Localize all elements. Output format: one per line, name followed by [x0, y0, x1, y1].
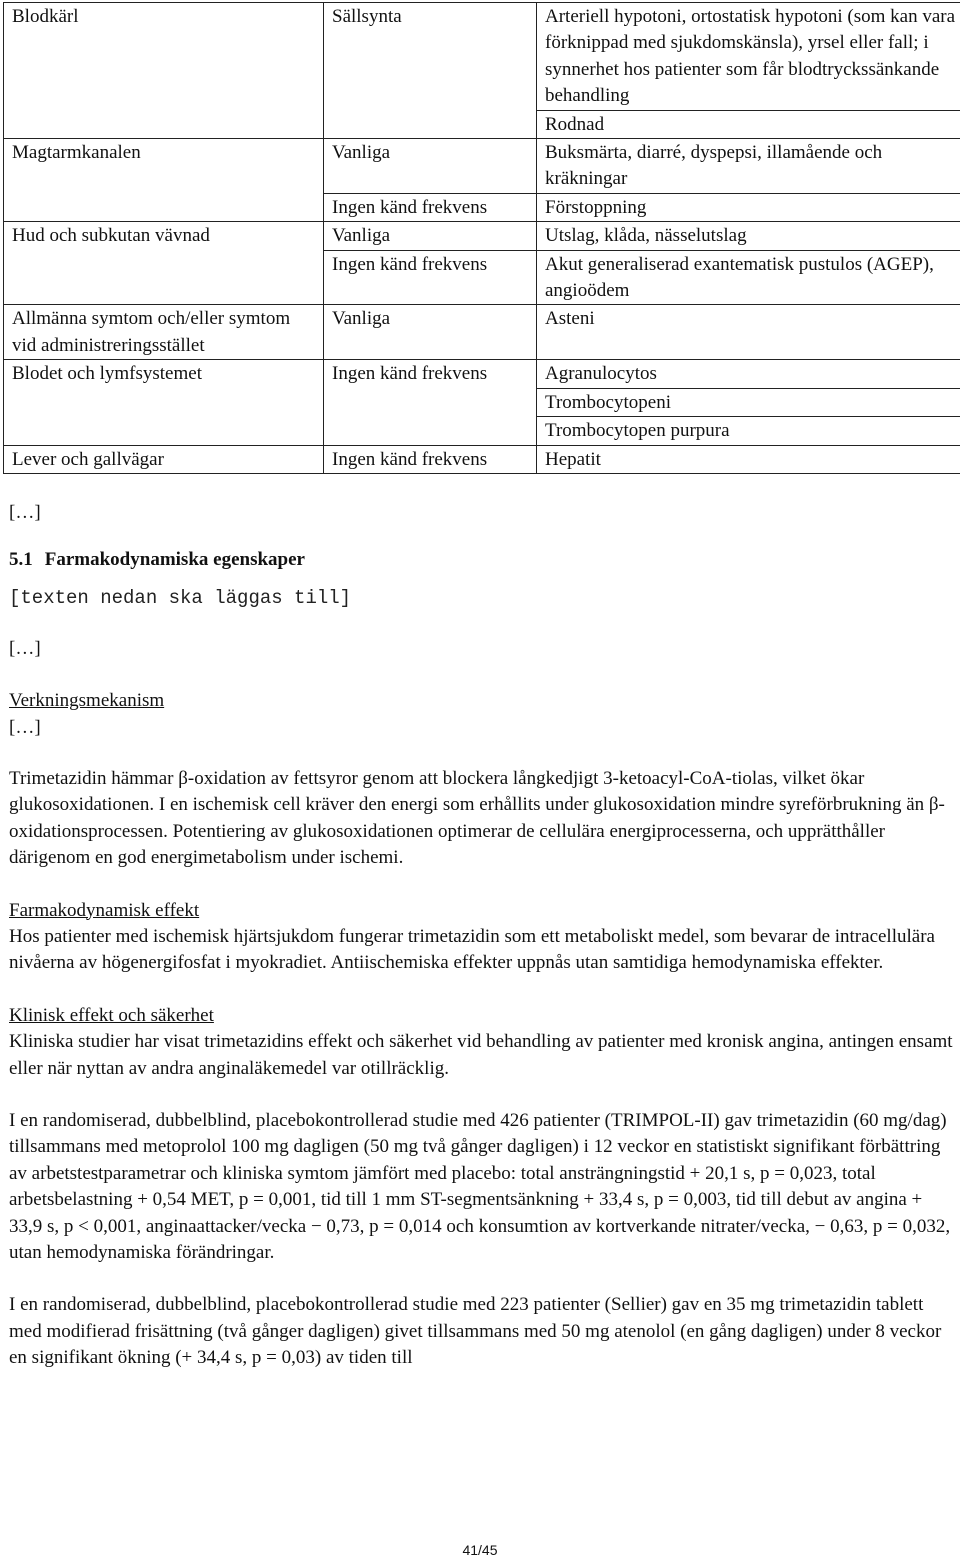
effect-cell: Arteriell hypotoni, ortostatisk hypotoni (som kan vara förknippad med sjukdomskänsla), yrsel eller fall; i synnerhet hos patienter som får blodtryckssänkande behandling	[537, 3, 960, 111]
study-paragraph: I en randomiserad, dubbelblind, placebokontrollerad studie med 223 patienter (Sellier) gav en 35 mg trimetazidin tablett med modifierad frisättning (två gånger dagligen) givet tillsammans med 50 mg atenolol (en gång dagligen) under 8 veckor en signifikant ökning (+ 34,4 s, p = 0,03) av tiden till	[9, 1294, 942, 1369]
effect-cell: Utslag, klåda, nässelutslag	[537, 222, 960, 250]
frequency-cell: Sällsynta	[324, 3, 537, 111]
frequency-cell: Vanliga	[324, 222, 537, 250]
clinical-heading: Klinisk effekt och säkerhet	[9, 1004, 214, 1026]
organ-cell: Lever och gallvägar	[4, 445, 324, 473]
effect-cell: Trombocytopen purpura	[537, 417, 960, 445]
frequency-cell: Ingen känd frekvens	[324, 445, 537, 473]
organ-cell	[4, 250, 324, 305]
document-page	[9, 2, 954, 1372]
effect-cell: Trombocytopeni	[537, 388, 960, 416]
effect-cell: Buksmärta, diarré, dyspepsi, illamående och kräkningar	[537, 139, 960, 194]
organ-cell: Magtarmkanalen	[4, 139, 324, 194]
table-row	[4, 139, 960, 194]
frequency-cell	[324, 110, 537, 138]
organ-cell	[4, 193, 324, 221]
section-title: Farmakodynamiska egenskaper	[44, 549, 305, 571]
table-row	[4, 417, 960, 445]
effect-cell: Asteni	[537, 305, 960, 360]
adverse-effects-table	[3, 2, 960, 474]
effect-cell: Akut generaliserad exantematisk pustulos (AGEP), angioödem	[537, 250, 960, 305]
ellipsis: […]	[9, 501, 41, 523]
frequency-cell: Vanliga	[324, 139, 537, 194]
clinical-text: Kliniska studier har visat trimetazidins effekt och säkerhet vid behandling av patienter med kronisk angina, antingen ensamt eller när nyttan av andra anginaläkemedel var otillräcklig.	[9, 1031, 953, 1079]
effect-cell: Agranulocytos	[537, 360, 960, 388]
frequency-cell: Ingen känd frekvens	[324, 250, 537, 305]
table-row	[4, 360, 960, 388]
organ-cell: Allmänna symtom och/eller symtom vid administreringsstället	[4, 305, 324, 360]
table-row	[4, 388, 960, 416]
table-row	[4, 305, 960, 360]
frequency-cell: Ingen känd frekvens	[324, 193, 537, 221]
effect-cell: Rodnad	[537, 110, 960, 138]
ellipsis: […]	[9, 637, 41, 659]
pd-effect-heading: Farmakodynamisk effekt	[9, 899, 200, 921]
effect-cell: Hepatit	[537, 445, 960, 473]
effect-cell: Förstoppning	[537, 193, 960, 221]
frequency-cell: Vanliga	[324, 305, 537, 360]
mechanism-text: Trimetazidin hämmar β-oxidation av fettsyror genom att blockera långkedjigt 3-ketoacyl-CoA-tiolas, vilket ökar glukosoxidationen. I en ischemisk cell kräver den energi som erhållits under glukosoxidation mindre syreförbrukning än β-oxidationsprocessen. Potentiering av glukosoxidationen optimerar de cellulära energiprocesserna, och upprätthåller därigenom en god energimetabolism under ischemi.	[9, 767, 945, 869]
frequency-cell	[324, 388, 537, 416]
table-row	[4, 193, 960, 221]
table-row	[4, 445, 960, 473]
organ-cell	[4, 388, 324, 416]
section-heading	[9, 547, 954, 573]
organ-cell: Blodkärl	[4, 3, 324, 111]
mechanism-heading: Verkningsmekanism	[9, 690, 165, 712]
organ-cell: Hud och subkutan vävnad	[4, 222, 324, 250]
organ-cell	[4, 110, 324, 138]
organ-cell	[4, 417, 324, 445]
study-paragraph: I en randomiserad, dubbelblind, placebokontrollerad studie med 426 patienter (TRIMPOL-II) gav trimetazidin (60 mg/dag) tillsammans med metoprolol 100 mg dagligen (50 mg två gånger dagligen) i 12 veckor en statistiskt signifikant förbättring av arbetstestparametrar och kliniska symtom jämfört med placebo: total ansträngningstid + 20,1 s, p = 0,023, total arbetsbelastning + 0,54 MET, p = 0,001, tid till 1 mm ST-segmentsänkning + 33,4 s, p = 0,003, tid till debut av angina + 33,9 s, p < 0,001, anginaattacker/vecka − 0,73, p = 0,014 och konsumtion av kortverkande nitrater/vecka, − 0,63, p = 0,032, utan hemodynamiska förändringar.	[9, 1110, 951, 1264]
table-row	[4, 3, 960, 111]
ellipsis: […]	[9, 716, 41, 738]
instruction-note: [texten nedan ska läggas till]	[9, 587, 352, 610]
table-row	[4, 222, 960, 250]
pd-effect-text: Hos patienter med ischemisk hjärtsjukdom fungerar trimetazidin som ett metaboliskt medel, som bevarar de intracellulära nivåerna av högenergifosfat i myokradiet. Antiischemiska effekter uppnås utan samtidiga hemodynamiska effekter.	[9, 925, 935, 974]
section-number: 5.1	[9, 549, 33, 571]
table-row	[4, 250, 960, 305]
page-number: 41/45	[462, 1542, 498, 1558]
frequency-cell: Ingen känd frekvens	[324, 360, 537, 388]
frequency-cell	[324, 417, 537, 445]
table-row	[4, 110, 960, 138]
organ-cell: Blodet och lymfsystemet	[4, 360, 324, 388]
